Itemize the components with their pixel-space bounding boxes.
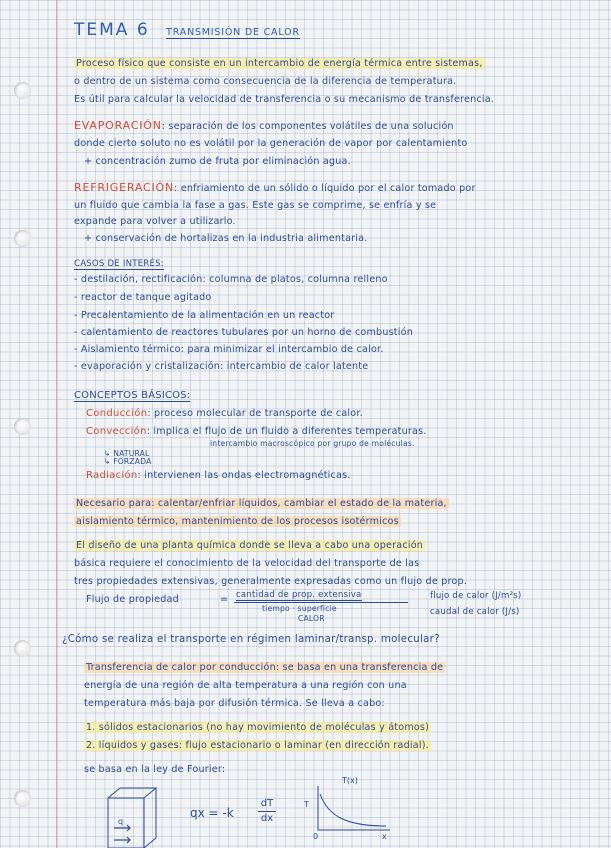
fourier-fraction-bar [258,811,276,812]
question-heading: ¿Cómo se realiza el transporte en régimen laminar/transp. molecular? [62,634,440,645]
evaporacion-definition: EVAPORACIÓN: separación de los componentes volátiles de una solución [74,119,454,132]
transferencia-line: Transferencia de calor por conducción: se basa en una transferencia de [86,662,444,673]
radiacion-term: Radiación [86,470,138,481]
list-item: 1. sólidos estacionarios (no hay movimiento de moléculas y átomos) [86,722,430,733]
conveccion-term: Convección [86,426,147,437]
refrigeracion-line: expande para volver a utilizarlo. [74,216,236,227]
flujo-label: Flujo de propiedad [86,594,179,605]
fourier-denominator: dx [260,813,274,824]
conveccion-natural: ↳ NATURAL [104,449,150,458]
refrigeracion-definition: REFRIGERACIÓN: enfriamiento de un sólido o líquido por el calor tomado por [74,181,476,194]
flujo-calor: CALOR [298,614,325,623]
flujo-calor-units: flujo de calor (J/m²s) [430,591,522,601]
flujo-equals: = [220,594,229,605]
caudal-calor-units: caudal de calor (J/s) [430,607,520,617]
fourier-line: se basa en la ley de Fourier: [84,764,226,775]
binder-hole [14,418,31,435]
diseno-line: tres propiedades extensivas, generalmente expresadas como un flujo de prop. [74,576,468,587]
intro-line-1: Proceso físico que consiste en un intercambio de energía térmica entre sistemas, [76,58,483,69]
necesario-line: aislamiento térmico, mantenimiento de los procesos isotérmicos [76,516,399,527]
diseno-line: básica requiere el conocimiento de la velocidad del transporte de las [74,558,420,569]
evaporacion-term: EVAPORACIÓN [74,119,162,132]
graph-t-label: T [304,800,309,809]
flujo-numerator: cantidad de prop. extensiva [236,590,362,600]
refrigeracion-term: REFRIGERACIÓN [74,181,175,194]
temperature-curve [320,794,386,826]
refrigeracion-example: + conservación de hortalizas en la industria alimentaria. [84,233,368,244]
graph-ylabel: T(x) [342,776,358,785]
radiacion-line: Radiación: intervienen las ondas electromagnéticas. [86,470,351,481]
flujo-denominator: tiempo · superficie [262,604,337,613]
list-item: 2. líquidos y gases: flujo estacionario o laminar (en dirección radial). [86,740,429,751]
conveccion-sub: intercambio macroscópico por grupo de moléculas. [210,439,415,448]
intro-line-3: Es útil para calcular la velocidad de transferencia o su mecanismo de transferencia. [74,94,495,105]
diseno-line: El diseño de una planta química donde se lleva a cabo una operación [76,540,424,551]
conveccion-forzada: ↳ FORZADA [104,457,152,466]
refrigeracion-line: un fluido que cambia la fase a gas. Este gas se comprime, se enfría y se [74,200,437,211]
transferencia-line: energía de una región de alta temperatura a una región con una [84,680,407,691]
binder-hole [14,790,31,807]
casos-item: - destilación, rectificación: columna de platos, columna relleno [74,274,388,285]
tema-number: TEMA 6 [74,20,150,40]
casos-item: - reactor de tanque agitado [74,292,212,303]
binder-hole [14,230,31,247]
evaporacion-example: + concentración zumo de fruta por eliminación agua. [84,156,351,167]
binder-hole [14,82,31,99]
evaporacion-line: donde cierto soluto no es volátil por la generación de vapor por calentamiento [74,138,468,149]
fourier-numerator: dT [260,798,274,809]
casos-heading: CASOS DE INTERÉS: [74,259,164,269]
fourier-equation: qx = -k [190,806,234,820]
casos-item: - calentamiento de reactores tubulares por un horno de combustión [74,327,413,338]
conduction-cube-diagram [100,784,162,848]
intro-line-2: o dentro de un sistema como consecuencia de la diferencia de temperatura. [74,76,457,87]
conduccion-term: Conducción [86,408,148,419]
casos-item: - evaporación y cristalización: intercambio de calor latente [74,361,369,372]
graph-x-label: x [382,832,387,841]
casos-item: - Precalentamiento de la alimentación en un reactor [74,310,335,321]
margin-line [56,0,57,848]
necesario-line: Necesario para: calentar/enfriar líquidos, cambiar el estado de la materia, [76,498,447,509]
graph-axes [318,786,390,830]
tema-subject: TRANSMISIÓN DE CALOR [166,27,300,38]
graph-origin-label: 0 [313,832,319,841]
casos-item: - Aislamiento térmico: para minimizar el intercambio de calor. [74,344,384,355]
transferencia-line: temperatura más baja por difusión térmica. Se lleva a cabo: [84,698,385,709]
svg-text:q: q [118,817,124,826]
conceptos-heading: CONCEPTOS BÁSICOS: [74,390,191,401]
page-title [74,20,300,40]
binder-hole [14,640,31,657]
conveccion-line: Convección: implica el flujo de un fluido a diferentes temperaturas. [86,426,427,437]
conduccion-line: Conducción: proceso molecular de transporte de calor. [86,408,363,419]
